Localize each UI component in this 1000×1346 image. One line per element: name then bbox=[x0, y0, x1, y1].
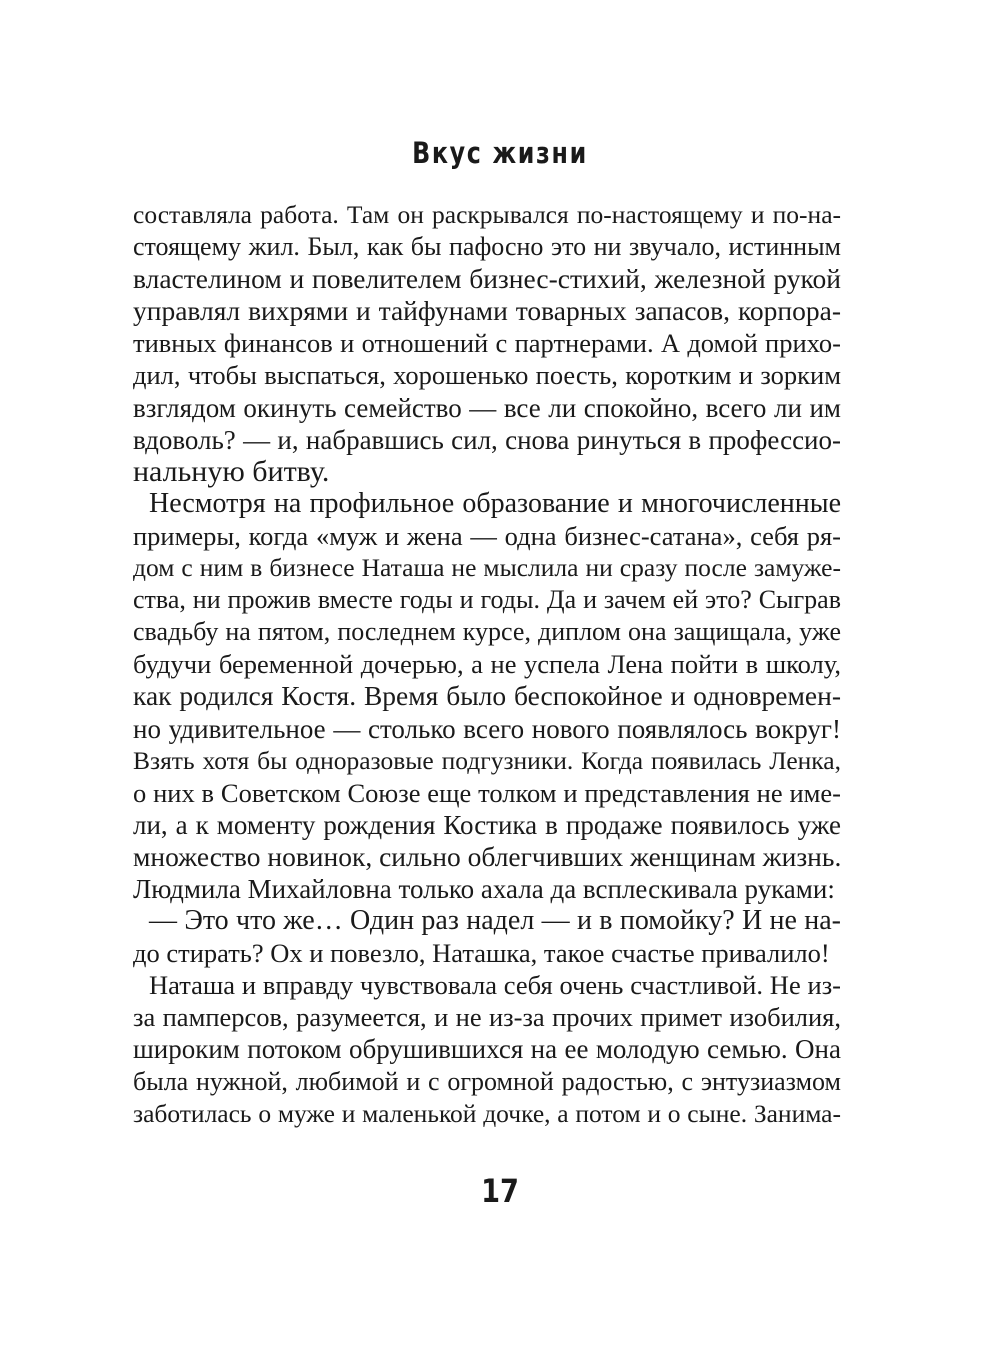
text-line: стоящему жил. Был, как бы пафосно это ни звучало, истинным bbox=[133, 232, 841, 262]
text-line: взглядом окинуть семейство — все ли спокойно, всего ли им bbox=[133, 392, 841, 423]
text-line: Взять хотя бы одноразовые подгузники. Когда появилась Ленка, bbox=[133, 745, 841, 775]
page-number: 17 bbox=[481, 1172, 519, 1210]
text-line: Несмотря на профильное образование и многочисленные bbox=[149, 487, 841, 519]
text-line: ства, ни прожив вместе годы и годы. Да и зачем ей это? Сыграв bbox=[133, 585, 841, 615]
text-line: свадьбу на пятом, последнем курсе, диплом она защищала, уже bbox=[133, 617, 841, 647]
text-line: широким потоком обрушившихся на ее молодую семью. Она bbox=[133, 1034, 841, 1065]
text-line: но удивительное — столько всего нового появлялось вокруг! bbox=[133, 713, 841, 744]
text-line: о них в Советском Союзе еще толком и представления не име- bbox=[133, 777, 841, 808]
running-head: Вкус жизни bbox=[412, 136, 588, 170]
body-text bbox=[133, 199, 841, 1130]
dialogue-line: — Это что же… Один раз надел — и в помойку? И не на- bbox=[149, 905, 841, 937]
text-line: будучи беременной дочерью, а не успела Лена пойти в школу, bbox=[133, 649, 841, 680]
text-line: как родился Костя. Время было беспокойное и одновремен- bbox=[133, 680, 841, 712]
text-line: примеры, когда «муж и жена — одна бизнес-сатана», себя ря- bbox=[133, 520, 841, 551]
text-line: дил, чтобы выспаться, хорошенько поесть, коротким и зорким bbox=[133, 360, 841, 391]
text-line: была нужной, любимой и с огромной радостью, с энтузиазмом bbox=[133, 1066, 841, 1096]
text-line: множество новинок, сильно облегчивших женщинам жизнь. bbox=[133, 840, 842, 872]
text-line: властелином и повелителем бизнес-стихий, железной рукой bbox=[133, 263, 841, 295]
text-line: нальную битву. bbox=[133, 454, 330, 488]
text-line: Людмила Михайловна только ахала да всплескивала руками: bbox=[133, 873, 835, 904]
text-line: заботилась о муже и маленькой дочке, а потом и о сыне. Занима- bbox=[133, 1098, 841, 1128]
text-line: управлял вихрями и тайфунами товарных запасов, корпора- bbox=[133, 295, 841, 327]
text-line: до стирать? Ох и повезло, Наташка, такое счастье привалило! bbox=[133, 938, 830, 969]
text-line: Наташа и вправду чувствовала себя очень счастливой. Не из- bbox=[149, 970, 841, 1001]
text-line: тивных финансов и отношений с партнерами. А домой прихо- bbox=[133, 328, 841, 359]
text-line: составляла работа. Там он раскрывался по-настоящему и по-на- bbox=[133, 200, 841, 229]
text-line: ли, а к моменту рождения Костика в продаже появилось уже bbox=[133, 809, 841, 840]
text-line: за памперсов, разумеется, и не из-за прочих примет изобилия, bbox=[133, 1002, 841, 1033]
text-line: вдоволь? — и, набравшись сил, снова ринуться в профессио- bbox=[133, 424, 841, 455]
text-line: дом с ним в бизнесе Наташа не мыслила ни сразу после замуже- bbox=[133, 553, 841, 583]
